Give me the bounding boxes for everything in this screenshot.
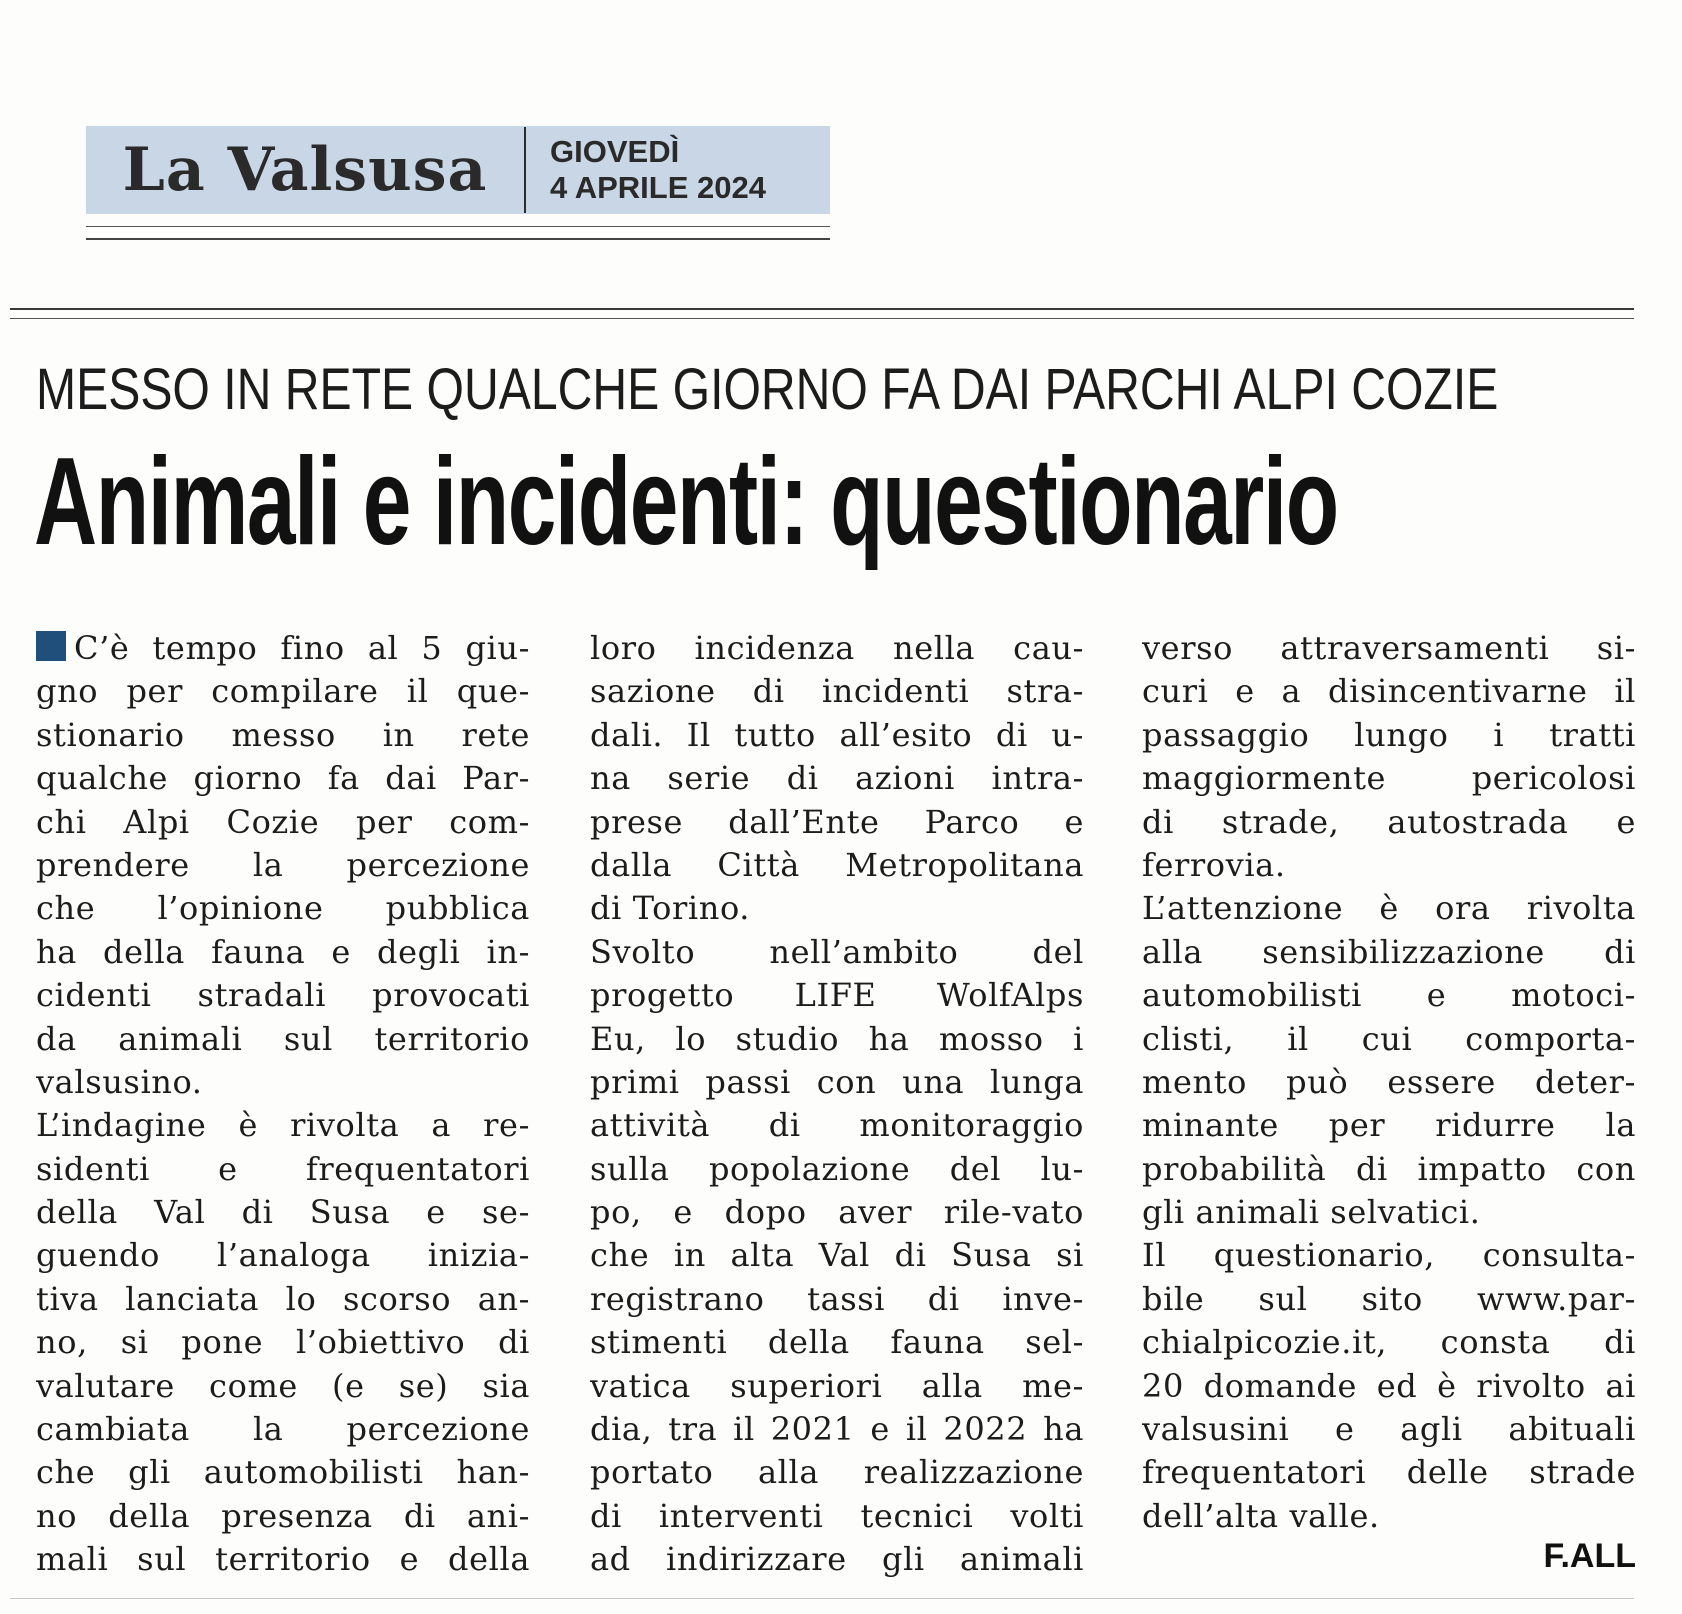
text-line: chialpicozie.it, consta di <box>1142 1323 1636 1362</box>
text-line: primi passi con una lunga <box>590 1062 1084 1101</box>
text-line: che in alta Val di Susa si <box>590 1236 1084 1275</box>
text-line: 20 domande ed è rivolto ai <box>1142 1366 1636 1405</box>
text-line: sulla popolazione del lu- <box>590 1149 1084 1188</box>
text-line: Il questionario, consulta- <box>1142 1236 1636 1275</box>
article-column-2 <box>590 627 1084 1582</box>
text-line: prese dall’Ente Parco e <box>590 802 1084 841</box>
text-line: prendere la percezione <box>36 845 530 884</box>
text-line: che l’opinione pubblica <box>36 889 530 928</box>
article-column-3 <box>1142 627 1636 1538</box>
masthead-rule-thin <box>86 226 830 227</box>
text-line: qualche giorno fa dai Par- <box>36 759 530 798</box>
text-line: sidenti e frequentatori <box>36 1149 530 1188</box>
text-line: attività di monitoraggio <box>590 1106 1084 1145</box>
text-line: minante per ridurre la <box>1142 1106 1636 1145</box>
text-line: ferrovia. <box>1142 845 1286 884</box>
text-line: probabilità di impatto con <box>1142 1149 1636 1188</box>
text-line: dia, tra il 2021 e il 2022 ha <box>590 1410 1084 1449</box>
article-column-1 <box>36 627 530 1582</box>
article-kicker: MESSO IN RETE QUALCHE GIORNO FA DAI PARCHI ALPI COZIE <box>36 357 1499 422</box>
text-line: dell’alta valle. <box>1142 1496 1380 1535</box>
text-line: frequentatori delle strade <box>1142 1453 1636 1492</box>
text-line: passaggio lungo i tratti <box>1142 715 1636 754</box>
lead-marker-square <box>36 631 66 661</box>
text-line: mali sul territorio e della <box>36 1540 530 1579</box>
text-line: mento può essere deter- <box>1142 1062 1636 1101</box>
text-line: valsusini e agli abituali <box>1142 1410 1636 1449</box>
text-line: che gli automobilisti han- <box>36 1453 530 1492</box>
masthead-full-date: 4 APRILE 2024 <box>550 170 766 205</box>
text-line: stionario messo in rete <box>36 715 530 754</box>
text-line: bile sul sito www.par- <box>1142 1279 1636 1318</box>
text-line: di interventi tecnici volti <box>590 1496 1084 1535</box>
text-line: dalla Città Metropolitana <box>590 845 1084 884</box>
text-line: di strade, autostrada e <box>1142 802 1636 841</box>
article-byline: F.ALL <box>1543 1537 1636 1575</box>
text-line: da animali sul territorio <box>36 1019 530 1058</box>
text-line: stimenti della fauna sel- <box>590 1323 1084 1362</box>
text-line: automobilisti e motoci- <box>1142 976 1636 1015</box>
text-line: della Val di Susa e se- <box>36 1193 530 1232</box>
masthead-rule-thick <box>86 238 830 240</box>
page-bottom-rule <box>10 1598 1634 1599</box>
text-line: gli animali selvatici. <box>1142 1193 1481 1232</box>
text-line: Svolto nell’ambito del <box>590 932 1084 971</box>
text-line: loro incidenza nella cau- <box>590 629 1084 667</box>
masthead <box>86 126 830 214</box>
text-line: di Torino. <box>590 889 751 928</box>
text-line <box>36 627 530 670</box>
lead-line-text: C’è tempo fino al 5 giu- <box>74 629 530 667</box>
text-line: L’indagine è rivolta a re- <box>36 1106 530 1145</box>
text-line: no, si pone l’obiettivo di <box>36 1323 530 1362</box>
article-headline: Animali e incidenti: questionario <box>34 433 1338 571</box>
text-line: alla sensibilizzazione di <box>1142 932 1636 971</box>
text-line: Eu, lo studio ha mosso i <box>590 1019 1084 1058</box>
text-line: ha della fauna e degli in- <box>36 932 530 971</box>
text-line: dali. Il tutto all’esito di u- <box>590 715 1084 754</box>
newspaper-logo: La Valsusa <box>122 135 488 205</box>
text-line: maggiormente pericolosi <box>1142 759 1636 798</box>
text-line: valutare come (e se) sia <box>36 1366 530 1405</box>
text-line: curi e a disincentivarne il <box>1142 672 1636 711</box>
text-line: registrano tassi di inve- <box>590 1279 1084 1318</box>
masthead-date <box>526 134 766 206</box>
masthead-weekday: GIOVEDÌ <box>550 134 680 169</box>
article-top-rule-thin <box>10 318 1634 319</box>
article-top-rule <box>10 308 1634 310</box>
text-line: sazione di incidenti stra- <box>590 672 1084 711</box>
text-line: verso attraversamenti si- <box>1142 629 1636 667</box>
text-line: L’attenzione è ora rivolta <box>1142 889 1636 928</box>
text-line: gno per compilare il que- <box>36 672 530 711</box>
text-line: chi Alpi Cozie per com- <box>36 802 530 841</box>
text-line: tiva lanciata lo scorso an- <box>36 1279 530 1318</box>
text-line: guendo l’analoga inizia- <box>36 1236 530 1275</box>
text-line: cambiata la percezione <box>36 1410 530 1449</box>
text-line: valsusino. <box>36 1062 203 1101</box>
text-line: no della presenza di ani- <box>36 1496 530 1535</box>
text-line: portato alla realizzazione <box>590 1453 1084 1492</box>
text-line: vatica superiori alla me- <box>590 1366 1084 1405</box>
text-line: clisti, il cui comporta- <box>1142 1019 1636 1058</box>
text-line: cidenti stradali provocati <box>36 976 530 1015</box>
text-line: po, e dopo aver rile-vato <box>590 1193 1084 1232</box>
text-line: ad indirizzare gli animali <box>590 1540 1084 1579</box>
text-line: na serie di azioni intra- <box>590 759 1084 798</box>
text-line: progetto LIFE WolfAlps <box>590 976 1084 1015</box>
